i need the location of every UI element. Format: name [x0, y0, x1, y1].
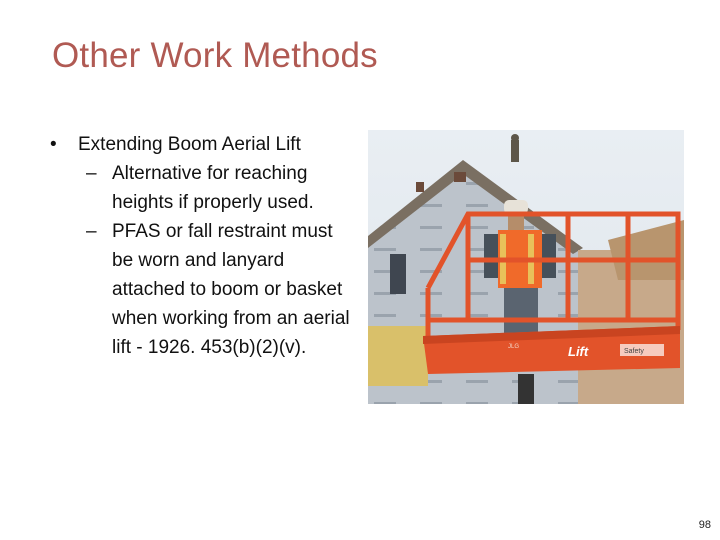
sub-bullet-marker: –	[86, 221, 97, 242]
window	[390, 254, 406, 294]
roof-object	[454, 172, 466, 182]
worker-arm	[484, 234, 498, 278]
roof-object	[416, 182, 424, 192]
roofer	[511, 140, 519, 162]
basket-label-left: JLG	[508, 344, 520, 350]
sub-bullet-text: Alternative for reaching heights if properly used.	[112, 163, 314, 213]
aerial-lift-illustration	[368, 130, 684, 404]
aerial-lift-photo	[368, 130, 684, 404]
bullet-list	[50, 130, 370, 362]
safety-sticker-text: Safety	[624, 348, 644, 355]
bullet-text: Extending Boom Aerial Lift	[78, 134, 301, 155]
roofer-head	[511, 134, 519, 142]
lift-body	[368, 326, 428, 386]
sub-bullet-text: PFAS or fall restraint must be worn and lanyard attached to boom or basket when working from an aerial lift - 1926. 453(b)(2)(v).	[112, 221, 350, 358]
bullet-item	[50, 130, 370, 159]
sub-bullet-item	[86, 159, 370, 217]
basket-logo: Lift	[568, 344, 589, 359]
boom	[518, 374, 534, 404]
sub-bullet-marker: –	[86, 163, 97, 184]
sub-bullet-item	[86, 217, 370, 362]
slide-title: Other Work Methods	[52, 36, 378, 75]
page-number: 98	[698, 519, 711, 531]
worker-arm	[542, 234, 556, 278]
bullet-marker: •	[50, 134, 57, 155]
